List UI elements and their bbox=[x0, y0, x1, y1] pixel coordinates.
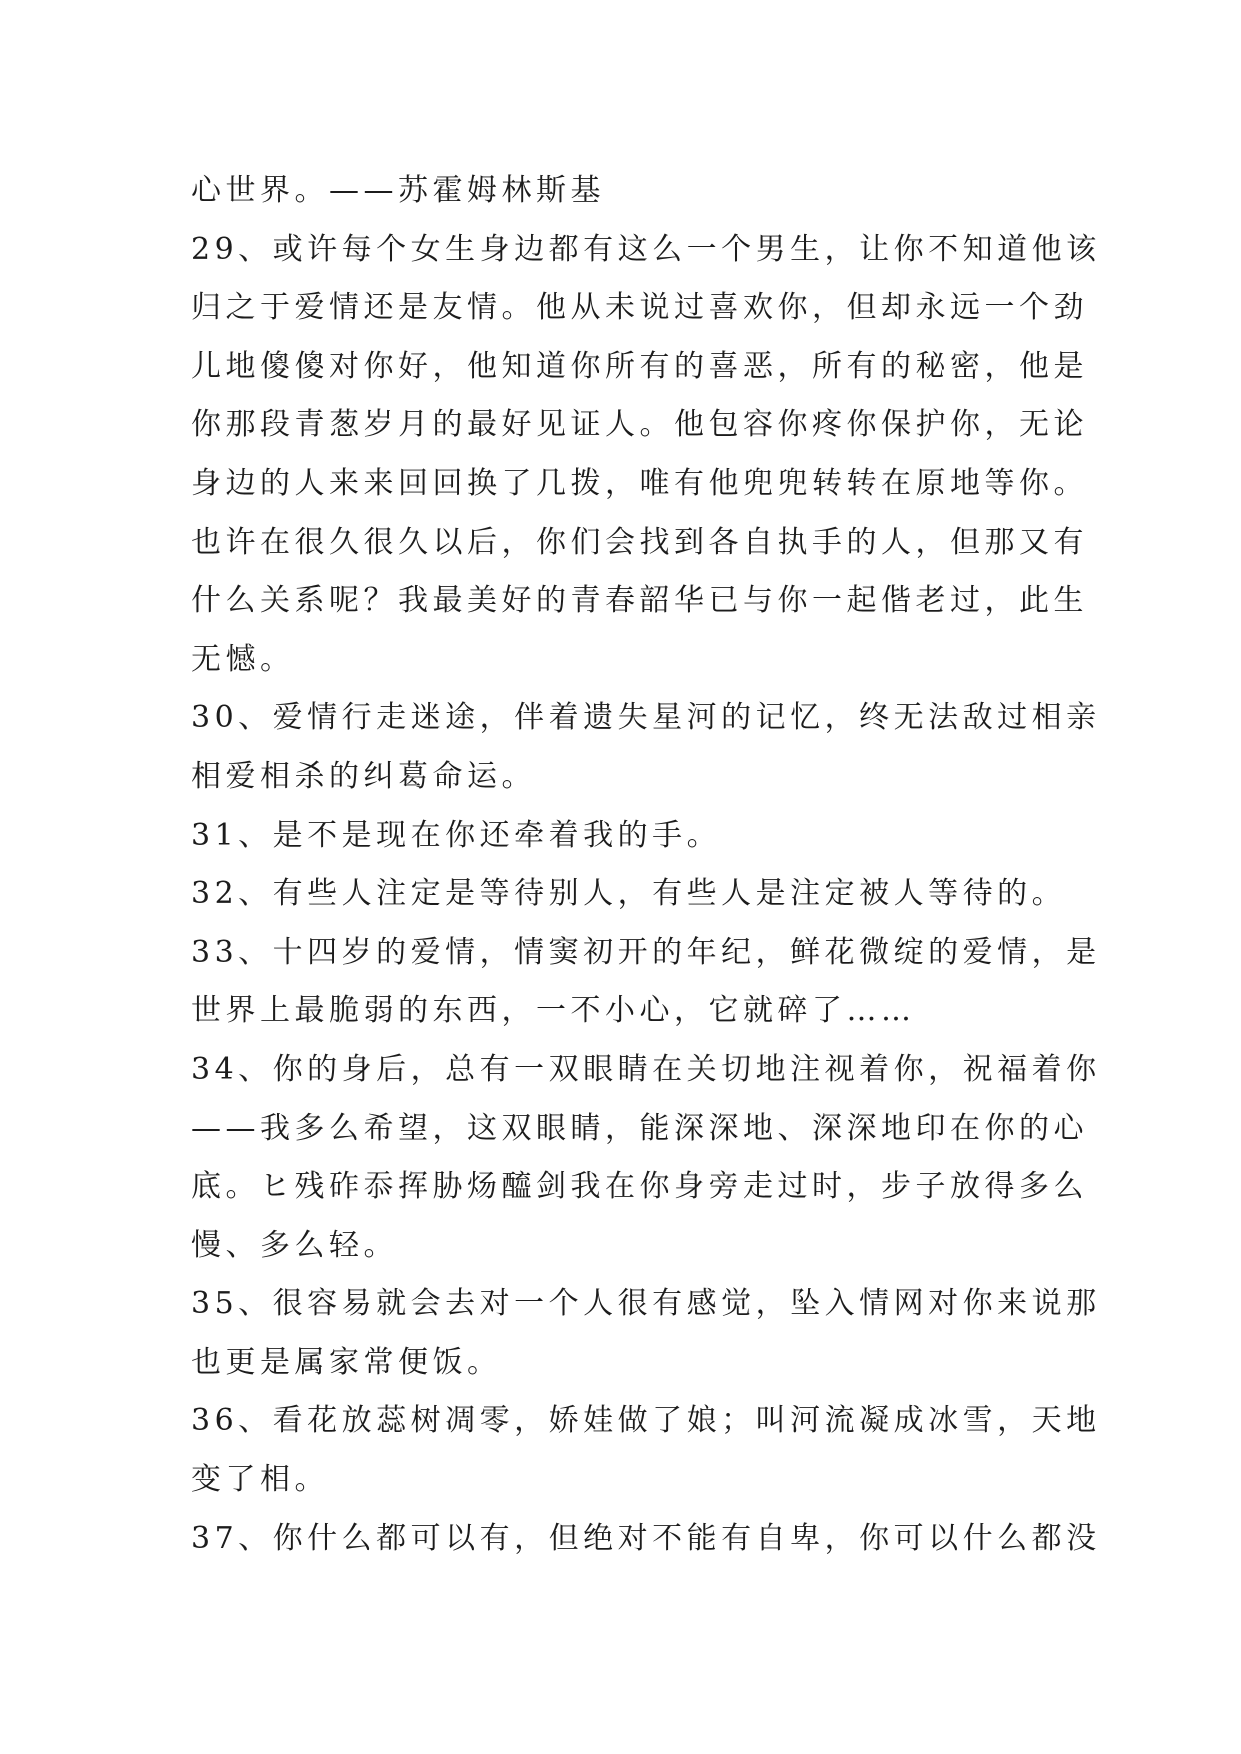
text-line: 相爱相杀的纠葛命运。 bbox=[191, 758, 536, 794]
text-line: 33、十四岁的爱情，情窦初开的年纪，鲜花微绽的爱情，是 bbox=[191, 934, 1101, 970]
text-line: 世界上最脆弱的东西，一不小心，它就碎了…… bbox=[191, 993, 916, 1029]
text-line: 你那段青葱岁月的最好见证人。他包容你疼你保护你，无论 bbox=[191, 407, 1088, 443]
text-line: 34、你的身后，总有一双眼睛在关切地注视着你，祝福着你 bbox=[191, 1051, 1101, 1087]
text-line: 身边的人来来回回换了几拨，唯有他兜兜转转在原地等你。 bbox=[191, 465, 1088, 501]
text-line: 也更是属家常便饭。 bbox=[191, 1344, 502, 1380]
text-line: 什么关系呢？我最美好的青春韶华已与你一起偕老过，此生 bbox=[191, 583, 1088, 619]
body-text bbox=[191, 162, 1101, 1568]
text-line: 无憾。 bbox=[191, 641, 295, 677]
text-line: 29、或许每个女生身边都有这么一个男生，让你不知道他该 bbox=[191, 231, 1101, 267]
text-line: 37、你什么都可以有，但绝对不能有自卑，你可以什么都没 bbox=[191, 1520, 1101, 1556]
text-line: 也许在很久很久以后，你们会找到各自执手的人，但那又有 bbox=[191, 524, 1088, 560]
text-line: ——我多么希望，这双眼睛，能深深地、深深地印在你的心 bbox=[191, 1110, 1088, 1146]
text-line: 30、爱情行走迷途，伴着遗失星河的记忆，终无法敌过相亲 bbox=[191, 700, 1101, 736]
text-line: 归之于爱情还是友情。他从未说过喜欢你，但却永远一个劲 bbox=[191, 290, 1088, 326]
text-line: 36、看花放蕊树凋零，娇娃做了娘；叫河流凝成冰雪，天地 bbox=[191, 1403, 1101, 1439]
text-line: 32、有些人注定是等待别人，有些人是注定被人等待的。 bbox=[191, 876, 1067, 912]
text-line: 儿地傻傻对你好，他知道你所有的喜恶，所有的秘密，他是 bbox=[191, 348, 1088, 384]
text-line: 31、是不是现在你还牵着我的手。 bbox=[191, 817, 722, 853]
text-line: 35、很容易就会去对一个人很有感觉，坠入情网对你来说那 bbox=[191, 1286, 1101, 1322]
text-line: 底。ヒ残砟忝挥胁炀醯剑我在你身旁走过时，步子放得多么 bbox=[191, 1169, 1088, 1205]
text-line: 慢、多么轻。 bbox=[191, 1227, 398, 1263]
text-line: 心世界。——苏霍姆林斯基 bbox=[191, 173, 605, 208]
text-line: 变了相。 bbox=[191, 1462, 329, 1498]
